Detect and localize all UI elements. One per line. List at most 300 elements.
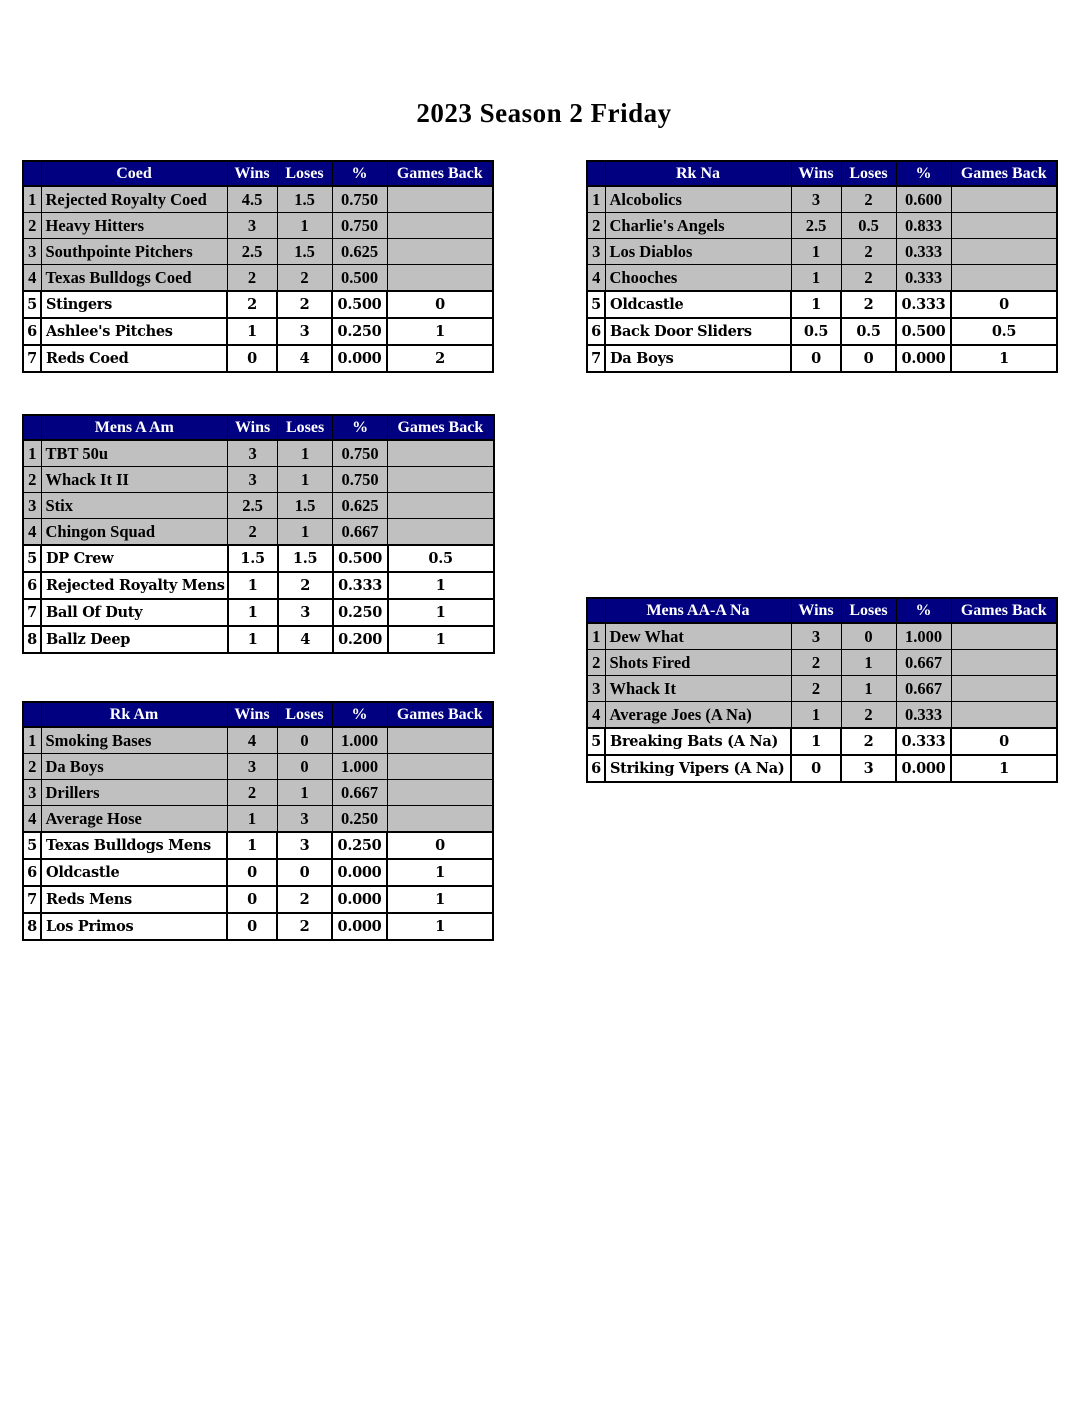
games-back-cell: [951, 186, 1057, 213]
rank-cell: 7: [587, 345, 605, 372]
rank-cell: 4: [23, 806, 41, 833]
table-row: [587, 239, 1057, 265]
table-row: [23, 780, 493, 806]
wins-cell: 1: [228, 599, 278, 626]
team-cell: Rejected Royalty Mens: [41, 572, 228, 599]
games-back-cell: [387, 754, 493, 780]
games-back-cell: [951, 213, 1057, 239]
team-cell: Shots Fired: [605, 650, 791, 676]
wins-cell: 0: [227, 886, 277, 913]
table-row: [23, 545, 494, 572]
games-back-cell: [951, 623, 1057, 650]
table-row: [23, 832, 493, 859]
rank-cell: 7: [23, 886, 41, 913]
rank-cell: 2: [23, 467, 41, 493]
rank-cell: 7: [23, 599, 41, 626]
pct-cell: 0.000: [332, 859, 387, 886]
pct-header: %: [332, 702, 387, 727]
loses-cell: 3: [278, 599, 333, 626]
loses-cell: 4: [278, 626, 333, 653]
standings-grid: [22, 160, 494, 373]
rank-cell: 4: [587, 702, 605, 729]
loses-cell: 2: [277, 265, 332, 292]
pct-cell: 1.000: [896, 623, 951, 650]
loses-cell: 1.5: [278, 545, 333, 572]
standings-grid: [586, 597, 1058, 783]
wins-cell: 2: [791, 650, 841, 676]
loses-cell: 2: [841, 702, 896, 729]
table-header: [587, 598, 1057, 623]
pct-cell: 0.750: [333, 467, 388, 493]
games-back-cell: [388, 467, 494, 493]
games-back-cell: 1: [388, 572, 494, 599]
team-cell: Chooches: [605, 265, 791, 292]
wins-cell: 2.5: [791, 213, 841, 239]
table-row: [587, 755, 1057, 782]
wins-header: Wins: [228, 415, 278, 440]
loses-header: Loses: [277, 702, 332, 727]
loses-cell: 1.5: [278, 493, 333, 519]
division-header: Rk Am: [41, 702, 227, 727]
team-cell: Ballz Deep: [41, 626, 228, 653]
team-cell: Charlie's Angels: [605, 213, 791, 239]
rank-cell: 2: [23, 754, 41, 780]
table-row: [23, 291, 493, 318]
rank-cell: 5: [23, 832, 41, 859]
wins-cell: 2: [228, 519, 278, 546]
games-back-cell: [388, 519, 494, 546]
wins-cell: 1: [791, 265, 841, 292]
wins-cell: 1: [791, 291, 841, 318]
rank-cell: 1: [23, 186, 41, 213]
rank-cell: 6: [23, 572, 41, 599]
table-header: [23, 702, 493, 727]
loses-cell: 0: [277, 727, 332, 754]
pct-cell: 0.500: [896, 318, 951, 345]
rank-cell: 2: [23, 213, 41, 239]
wins-cell: 2: [227, 291, 277, 318]
team-cell: Smoking Bases: [41, 727, 227, 754]
pct-cell: 0.667: [896, 676, 951, 702]
wins-header: Wins: [791, 161, 841, 186]
division-header: Mens AA-A Na: [605, 598, 791, 623]
team-cell: Dew What: [605, 623, 791, 650]
loses-cell: 2: [277, 291, 332, 318]
table-row: [23, 626, 494, 653]
table-row: [23, 467, 494, 493]
loses-cell: 1: [841, 650, 896, 676]
team-cell: Texas Bulldogs Coed: [41, 265, 227, 292]
pct-cell: 0.250: [332, 832, 387, 859]
wins-cell: 1: [227, 318, 277, 345]
pct-cell: 0.333: [896, 265, 951, 292]
games-back-cell: [387, 239, 493, 265]
rank-cell: 4: [23, 265, 41, 292]
games-back-cell: 0: [387, 832, 493, 859]
rank-cell: 8: [23, 626, 41, 653]
table-body: [587, 186, 1057, 372]
team-cell: Ball Of Duty: [41, 599, 228, 626]
games-back-header: Games Back: [387, 161, 493, 186]
team-cell: Average Hose: [41, 806, 227, 833]
wins-cell: 3: [791, 623, 841, 650]
wins-cell: 1: [791, 728, 841, 755]
rank-cell: 3: [23, 239, 41, 265]
table-row: [23, 493, 494, 519]
rank-column-header: [587, 598, 605, 623]
division-header: Rk Na: [605, 161, 791, 186]
team-cell: Average Joes (A Na): [605, 702, 791, 729]
rank-cell: 6: [23, 318, 41, 345]
rank-cell: 1: [23, 727, 41, 754]
table-row: [23, 318, 493, 345]
games-back-cell: 0: [387, 291, 493, 318]
loses-cell: 1: [841, 676, 896, 702]
pct-cell: 0.500: [332, 265, 387, 292]
team-cell: Oldcastle: [605, 291, 791, 318]
games-back-cell: [387, 727, 493, 754]
loses-cell: 2: [277, 913, 332, 940]
table-row: [23, 913, 493, 940]
loses-cell: 1.5: [277, 186, 332, 213]
table-row: [23, 213, 493, 239]
games-back-cell: [388, 440, 494, 467]
division-header: Mens A Am: [41, 415, 228, 440]
pct-cell: 0.667: [896, 650, 951, 676]
games-back-cell: 2: [387, 345, 493, 372]
pct-cell: 0.200: [333, 626, 388, 653]
table-row: [587, 318, 1057, 345]
team-cell: Stix: [41, 493, 228, 519]
rank-column-header: [23, 161, 41, 186]
pct-cell: 0.833: [896, 213, 951, 239]
table-body: [23, 440, 494, 653]
games-back-cell: [951, 702, 1057, 729]
table-row: [23, 440, 494, 467]
loses-cell: 2: [841, 728, 896, 755]
wins-cell: 0: [227, 859, 277, 886]
loses-cell: 2: [841, 239, 896, 265]
games-back-cell: [951, 676, 1057, 702]
wins-cell: 2.5: [227, 239, 277, 265]
team-cell: Rejected Royalty Coed: [41, 186, 227, 213]
wins-cell: 1: [228, 572, 278, 599]
team-cell: Reds Mens: [41, 886, 227, 913]
loses-cell: 4: [277, 345, 332, 372]
table-body: [23, 186, 493, 372]
loses-cell: 0.5: [841, 213, 896, 239]
team-cell: Los Primos: [41, 913, 227, 940]
wins-header: Wins: [227, 702, 277, 727]
table-row: [23, 572, 494, 599]
pct-cell: 0.667: [332, 780, 387, 806]
standings-table-mens-a-am: [22, 414, 495, 654]
table-row: [23, 345, 493, 372]
pct-header: %: [896, 161, 951, 186]
table-row: [23, 727, 493, 754]
games-back-cell: 1: [388, 599, 494, 626]
wins-cell: 1: [228, 626, 278, 653]
rank-cell: 5: [587, 728, 605, 755]
pct-cell: 0.333: [896, 291, 951, 318]
games-back-cell: 0: [951, 728, 1057, 755]
games-back-cell: [387, 780, 493, 806]
loses-cell: 1: [278, 519, 333, 546]
rank-cell: 6: [587, 318, 605, 345]
rank-cell: 1: [587, 186, 605, 213]
loses-cell: 1: [278, 467, 333, 493]
team-cell: Reds Coed: [41, 345, 227, 372]
rank-cell: 2: [587, 650, 605, 676]
pct-header: %: [333, 415, 388, 440]
games-back-cell: 1: [387, 913, 493, 940]
wins-cell: 1: [227, 832, 277, 859]
pct-cell: 0.625: [333, 493, 388, 519]
loses-cell: 3: [277, 832, 332, 859]
loses-header: Loses: [841, 161, 896, 186]
wins-cell: 1: [791, 702, 841, 729]
pct-header: %: [332, 161, 387, 186]
team-cell: TBT 50u: [41, 440, 228, 467]
loses-cell: 2: [277, 886, 332, 913]
table-row: [23, 599, 494, 626]
table-row: [587, 345, 1057, 372]
pct-header: %: [896, 598, 951, 623]
pct-cell: 0.333: [896, 702, 951, 729]
rank-cell: 3: [23, 780, 41, 806]
games-back-cell: 1: [387, 886, 493, 913]
pct-cell: 0.250: [332, 806, 387, 833]
header-row: [587, 161, 1057, 186]
team-cell: DP Crew: [41, 545, 228, 572]
games-back-cell: [951, 239, 1057, 265]
games-back-cell: 0.5: [951, 318, 1057, 345]
games-back-cell: [387, 265, 493, 292]
pct-cell: 1.000: [332, 727, 387, 754]
table-row: [587, 702, 1057, 729]
pct-cell: 0.333: [333, 572, 388, 599]
team-cell: Oldcastle: [41, 859, 227, 886]
standings-table-rk-am: [22, 701, 494, 941]
pct-cell: 0.000: [896, 345, 951, 372]
games-back-header: Games Back: [388, 415, 494, 440]
games-back-header: Games Back: [387, 702, 493, 727]
pct-cell: 0.250: [333, 599, 388, 626]
team-cell: Whack It II: [41, 467, 228, 493]
rank-cell: 5: [587, 291, 605, 318]
wins-cell: 0: [791, 345, 841, 372]
rank-cell: 4: [587, 265, 605, 292]
table-row: [587, 213, 1057, 239]
wins-header: Wins: [791, 598, 841, 623]
table-row: [587, 728, 1057, 755]
pct-cell: 0.667: [333, 519, 388, 546]
table-row: [587, 265, 1057, 292]
wins-cell: 3: [228, 440, 278, 467]
rank-cell: 1: [587, 623, 605, 650]
wins-cell: 4: [227, 727, 277, 754]
loses-cell: 0: [841, 345, 896, 372]
table-row: [587, 623, 1057, 650]
pct-cell: 0.500: [333, 545, 388, 572]
pct-cell: 0.600: [896, 186, 951, 213]
games-back-cell: [387, 806, 493, 833]
games-back-header: Games Back: [951, 161, 1057, 186]
loses-header: Loses: [277, 161, 332, 186]
wins-cell: 1.5: [228, 545, 278, 572]
pct-cell: 0.333: [896, 239, 951, 265]
games-back-header: Games Back: [951, 598, 1057, 623]
games-back-cell: 0.5: [388, 545, 494, 572]
pct-cell: 0.250: [332, 318, 387, 345]
games-back-cell: 1: [387, 859, 493, 886]
loses-cell: 1.5: [277, 239, 332, 265]
header-row: [23, 415, 494, 440]
loses-cell: 0.5: [841, 318, 896, 345]
rank-cell: 6: [587, 755, 605, 782]
table-header: [587, 161, 1057, 186]
rank-cell: 5: [23, 545, 41, 572]
team-cell: Chingon Squad: [41, 519, 228, 546]
wins-header: Wins: [227, 161, 277, 186]
header-row: [587, 598, 1057, 623]
team-cell: Los Diablos: [605, 239, 791, 265]
wins-cell: 1: [227, 806, 277, 833]
team-cell: Back Door Sliders: [605, 318, 791, 345]
pct-cell: 0.000: [332, 913, 387, 940]
rank-cell: 8: [23, 913, 41, 940]
loses-cell: 0: [841, 623, 896, 650]
standings-grid: [22, 414, 495, 654]
standings-grid: [22, 701, 494, 941]
rank-cell: 3: [587, 676, 605, 702]
table-row: [23, 519, 494, 546]
loses-cell: 3: [277, 318, 332, 345]
division-header: Coed: [41, 161, 227, 186]
wins-cell: 2: [791, 676, 841, 702]
games-back-cell: [388, 493, 494, 519]
pct-cell: 0.000: [332, 345, 387, 372]
standings-grid: [586, 160, 1058, 373]
loses-cell: 2: [278, 572, 333, 599]
table-header: [23, 415, 494, 440]
loses-cell: 0: [277, 754, 332, 780]
rank-cell: 4: [23, 519, 41, 546]
team-cell: Drillers: [41, 780, 227, 806]
team-cell: Alcobolics: [605, 186, 791, 213]
rank-cell: 1: [23, 440, 41, 467]
loses-header: Loses: [841, 598, 896, 623]
rank-column-header: [23, 415, 41, 440]
wins-cell: 3: [791, 186, 841, 213]
pct-cell: 0.625: [332, 239, 387, 265]
standings-table-mens-aa-a-na: [586, 597, 1058, 783]
table-row: [587, 676, 1057, 702]
loses-cell: 1: [278, 440, 333, 467]
loses-header: Loses: [278, 415, 333, 440]
team-cell: Whack It: [605, 676, 791, 702]
loses-cell: 2: [841, 265, 896, 292]
wins-cell: 1: [791, 239, 841, 265]
pct-cell: 0.750: [333, 440, 388, 467]
games-back-cell: [387, 213, 493, 239]
loses-cell: 3: [841, 755, 896, 782]
pct-cell: 0.750: [332, 186, 387, 213]
pct-cell: 0.333: [896, 728, 951, 755]
standings-table-rk-na: [586, 160, 1058, 373]
table-row: [23, 186, 493, 213]
rank-cell: 3: [587, 239, 605, 265]
pct-cell: 0.000: [332, 886, 387, 913]
wins-cell: 3: [228, 467, 278, 493]
table-row: [23, 806, 493, 833]
rank-cell: 2: [587, 213, 605, 239]
wins-cell: 0.5: [791, 318, 841, 345]
loses-cell: 2: [841, 186, 896, 213]
table-row: [23, 265, 493, 292]
table-row: [587, 291, 1057, 318]
wins-cell: 3: [227, 754, 277, 780]
wins-cell: 0: [791, 755, 841, 782]
rank-cell: 3: [23, 493, 41, 519]
games-back-cell: [387, 186, 493, 213]
table-row: [23, 239, 493, 265]
table-row: [587, 186, 1057, 213]
wins-cell: 0: [227, 345, 277, 372]
standings-table-coed: [22, 160, 494, 373]
table-header: [23, 161, 493, 186]
wins-cell: 0: [227, 913, 277, 940]
team-cell: Texas Bulldogs Mens: [41, 832, 227, 859]
games-back-cell: [951, 265, 1057, 292]
header-row: [23, 702, 493, 727]
team-cell: Da Boys: [41, 754, 227, 780]
games-back-cell: 0: [951, 291, 1057, 318]
pct-cell: 0.000: [896, 755, 951, 782]
table-row: [587, 650, 1057, 676]
games-back-cell: [951, 650, 1057, 676]
team-cell: Breaking Bats (A Na): [605, 728, 791, 755]
table-row: [23, 754, 493, 780]
pct-cell: 0.750: [332, 213, 387, 239]
loses-cell: 3: [277, 806, 332, 833]
team-cell: Da Boys: [605, 345, 791, 372]
pct-cell: 1.000: [332, 754, 387, 780]
table-body: [23, 727, 493, 940]
loses-cell: 0: [277, 859, 332, 886]
team-cell: Stingers: [41, 291, 227, 318]
games-back-cell: 1: [388, 626, 494, 653]
wins-cell: 3: [227, 213, 277, 239]
wins-cell: 2: [227, 780, 277, 806]
loses-cell: 1: [277, 213, 332, 239]
rank-cell: 5: [23, 291, 41, 318]
pct-cell: 0.500: [332, 291, 387, 318]
loses-cell: 2: [841, 291, 896, 318]
rank-column-header: [23, 702, 41, 727]
wins-cell: 2: [227, 265, 277, 292]
rank-column-header: [587, 161, 605, 186]
rank-cell: 7: [23, 345, 41, 372]
team-cell: Heavy Hitters: [41, 213, 227, 239]
rank-cell: 6: [23, 859, 41, 886]
table-row: [23, 859, 493, 886]
team-cell: Southpointe Pitchers: [41, 239, 227, 265]
loses-cell: 1: [277, 780, 332, 806]
team-cell: Ashlee's Pitches: [41, 318, 227, 345]
table-body: [587, 623, 1057, 782]
table-row: [23, 886, 493, 913]
